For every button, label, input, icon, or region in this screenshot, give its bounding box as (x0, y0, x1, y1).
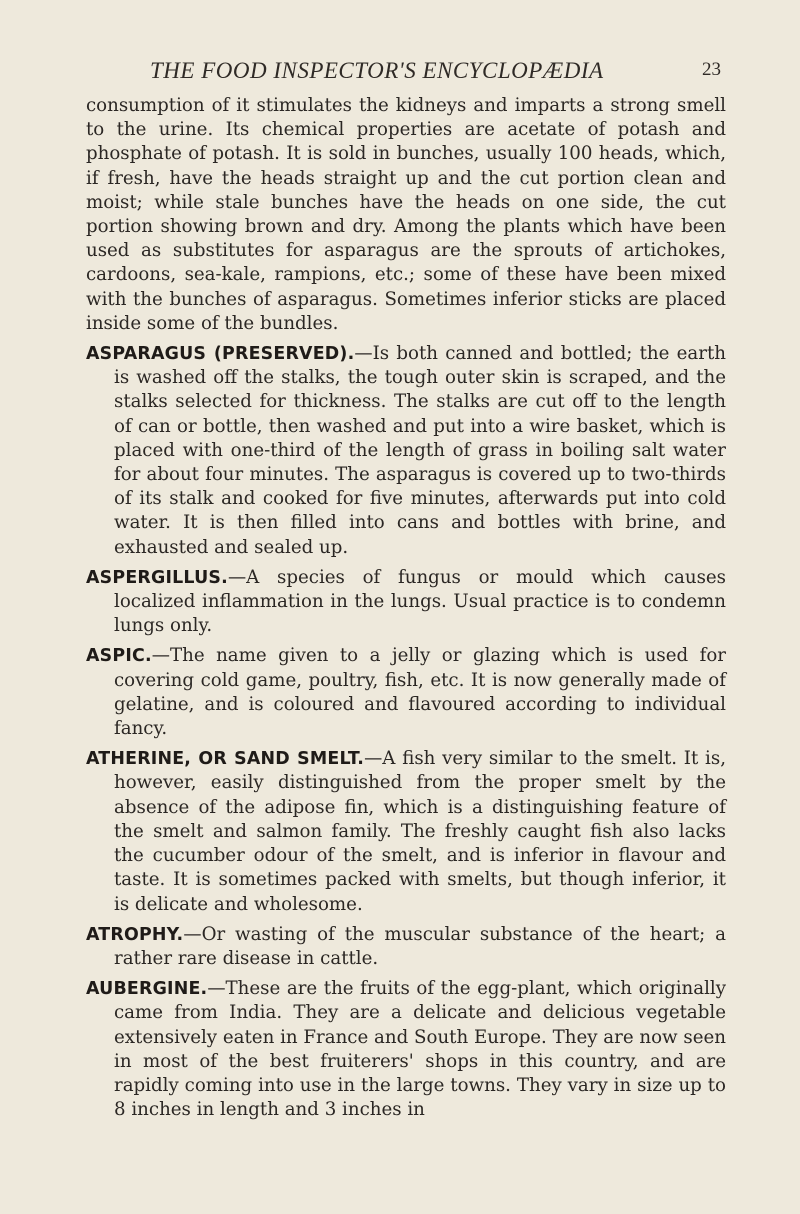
entry-text: —A fish very similar to the smelt. It is, however, easily distinguished from the proper smelt by the absence of the adipose fin, which is a distinguishing feature of the smelt and salmon family. The freshly caught fish also lacks the cucumber odour of the smelt, and is inferior in flavour and taste. It is sometimes packed with smelts, but though inferior, it is delicate and wholesome. (114, 748, 726, 915)
entry-term: ATHERINE, OR SAND SMELT. (86, 749, 365, 770)
page-number: 23 (702, 59, 721, 80)
entry-term: ASPARAGUS (PRESERVED). (86, 344, 355, 365)
entry-aspergillus (86, 566, 726, 639)
entry-term: ATROPHY. (86, 924, 184, 945)
entry-term: AUBERGINE. (86, 979, 208, 1000)
entry-atherine (86, 747, 726, 916)
entry-aubergine (86, 977, 726, 1122)
entry-aspic (86, 644, 726, 741)
entry-asparagus-preserved (86, 342, 726, 560)
entry-term: ASPERGILLUS. (86, 567, 228, 588)
entry-text: —The name given to a jelly or glazing which is used for covering cold game, poultry, fish, etc. It is now generally made of gelatine, and is coloured and flavoured according to individual fancy. (114, 645, 726, 740)
entry-text: —These are the fruits of the egg-plant, which originally came from India. They are a delicate and delicious vegetable extensively eaten in France and South Europe. They are now seen in most of the best fruiterers' shops in this country, and are rapidly coming into use in the large towns. They vary in size up to 8 inches in length and 3 inches in (114, 978, 726, 1121)
running-title: THE FOOD INSPECTOR'S ENCYCLOPÆDIA (150, 58, 604, 83)
entry-term: ASPIC. (86, 646, 152, 667)
continuation-paragraph: consumption of it stimulates the kidneys and imparts a strong smell to the urine. Its chemical properties are acetate of potash and phosphate of potash. It is sold in bunches, usually 100 heads, which, if fresh, have the heads straight up and the cut portion clean and moist; while stale bunches have the heads on one side, the cut portion showing brown and dry. Among the plants which have been used as substitutes for asparagus are the sprouts of artichokes, cardoons, sea-kale, rampions, etc.; some of these have been mixed with the bunches of asparagus. Sometimes inferior sticks are placed inside some of the bundles. (86, 95, 726, 334)
entry-text: —A species of fungus or mould which causes localized inflammation in the lungs. Usual practice is to condemn lungs only. (114, 566, 726, 637)
entry-text: —Is both canned and bottled; the earth is washed off the stalks, the tough outer skin is scraped, and the stalks selected for thickness. The stalks are cut off to the length of can or bottle, then washed and put into a wire basket, which is placed with one-third of the length of grass in boiling salt water for about four minutes. The asparagus is covered up to two-thirds of its stalk and cooked for five minutes, afterwards put into cold water. It is then filled into cans and bottles with brine, and exhausted and sealed up. (114, 343, 726, 558)
entry-text: —Or wasting of the muscular substance of the heart; a rather rare disease in cattle. (114, 923, 726, 969)
page-body (86, 94, 726, 1122)
entry-atrophy (86, 923, 726, 971)
